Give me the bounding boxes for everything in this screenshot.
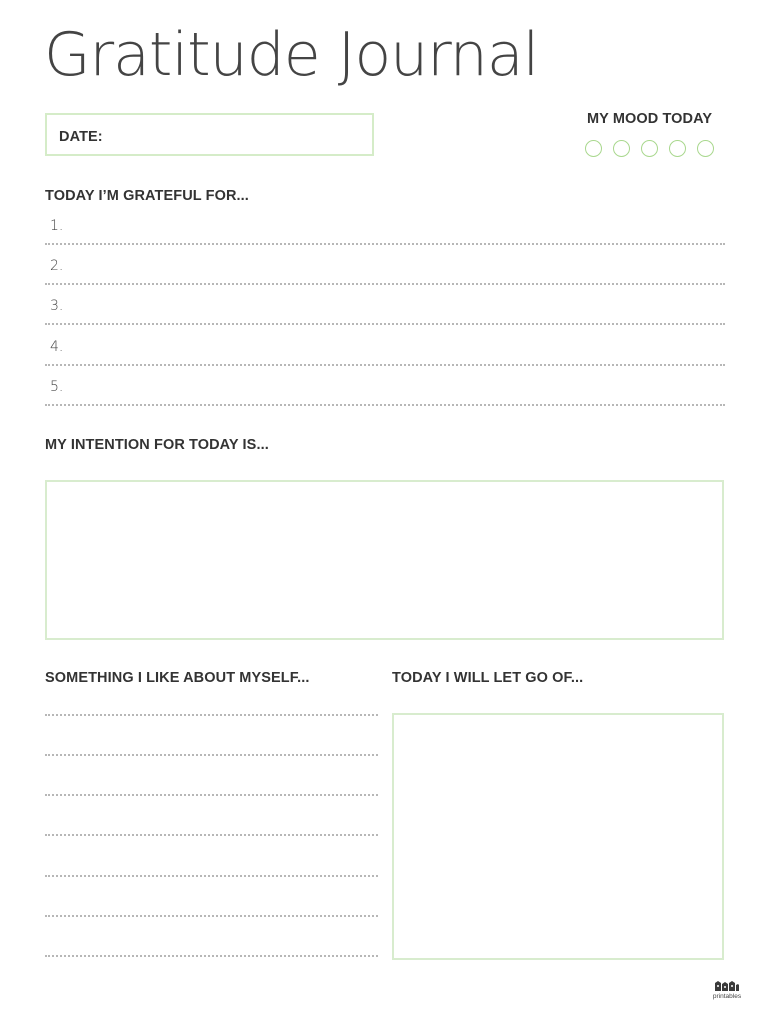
like-myself-heading: SOMETHING I LIKE ABOUT MYSELF...	[45, 670, 310, 686]
intention-box[interactable]	[45, 480, 724, 640]
grateful-item-number: 2.	[50, 258, 64, 274]
like-myself-line[interactable]	[45, 714, 378, 716]
grateful-item-number: 5.	[50, 379, 64, 395]
let-go-box[interactable]	[392, 713, 724, 960]
like-myself-line[interactable]	[45, 834, 378, 836]
mood-selector	[585, 140, 714, 157]
grateful-item-number: 4.	[50, 339, 64, 355]
date-field[interactable]	[45, 113, 374, 156]
grateful-line-divider	[45, 243, 725, 245]
mood-circle-3[interactable]	[641, 140, 658, 157]
mood-circle-1[interactable]	[585, 140, 602, 157]
grateful-line-divider	[45, 323, 725, 325]
like-myself-line[interactable]	[45, 794, 378, 796]
mood-circle-2[interactable]	[613, 140, 630, 157]
like-myself-line[interactable]	[45, 955, 378, 957]
printables-logo	[707, 980, 747, 1004]
intention-heading: MY INTENTION FOR TODAY IS...	[45, 437, 269, 453]
grateful-line-divider	[45, 364, 725, 366]
let-go-heading: TODAY I WILL LET GO OF...	[392, 670, 584, 686]
like-myself-line[interactable]	[45, 875, 378, 877]
mood-circle-4[interactable]	[669, 140, 686, 157]
grateful-line-divider	[45, 283, 725, 285]
date-label: DATE:	[59, 129, 103, 145]
grateful-heading: TODAY I’M GRATEFUL FOR...	[45, 188, 249, 204]
printables-logo-icon	[714, 980, 740, 992]
printables-logo-text: printables	[712, 993, 742, 1000]
page-title: Gratitude Journal	[44, 20, 539, 90]
like-myself-line[interactable]	[45, 754, 378, 756]
like-myself-line[interactable]	[45, 915, 378, 917]
mood-circle-5[interactable]	[697, 140, 714, 157]
grateful-line-divider	[45, 404, 725, 406]
grateful-item-number: 3.	[50, 298, 64, 314]
grateful-item-number: 1.	[50, 218, 64, 234]
mood-label: MY MOOD TODAY	[587, 111, 713, 127]
